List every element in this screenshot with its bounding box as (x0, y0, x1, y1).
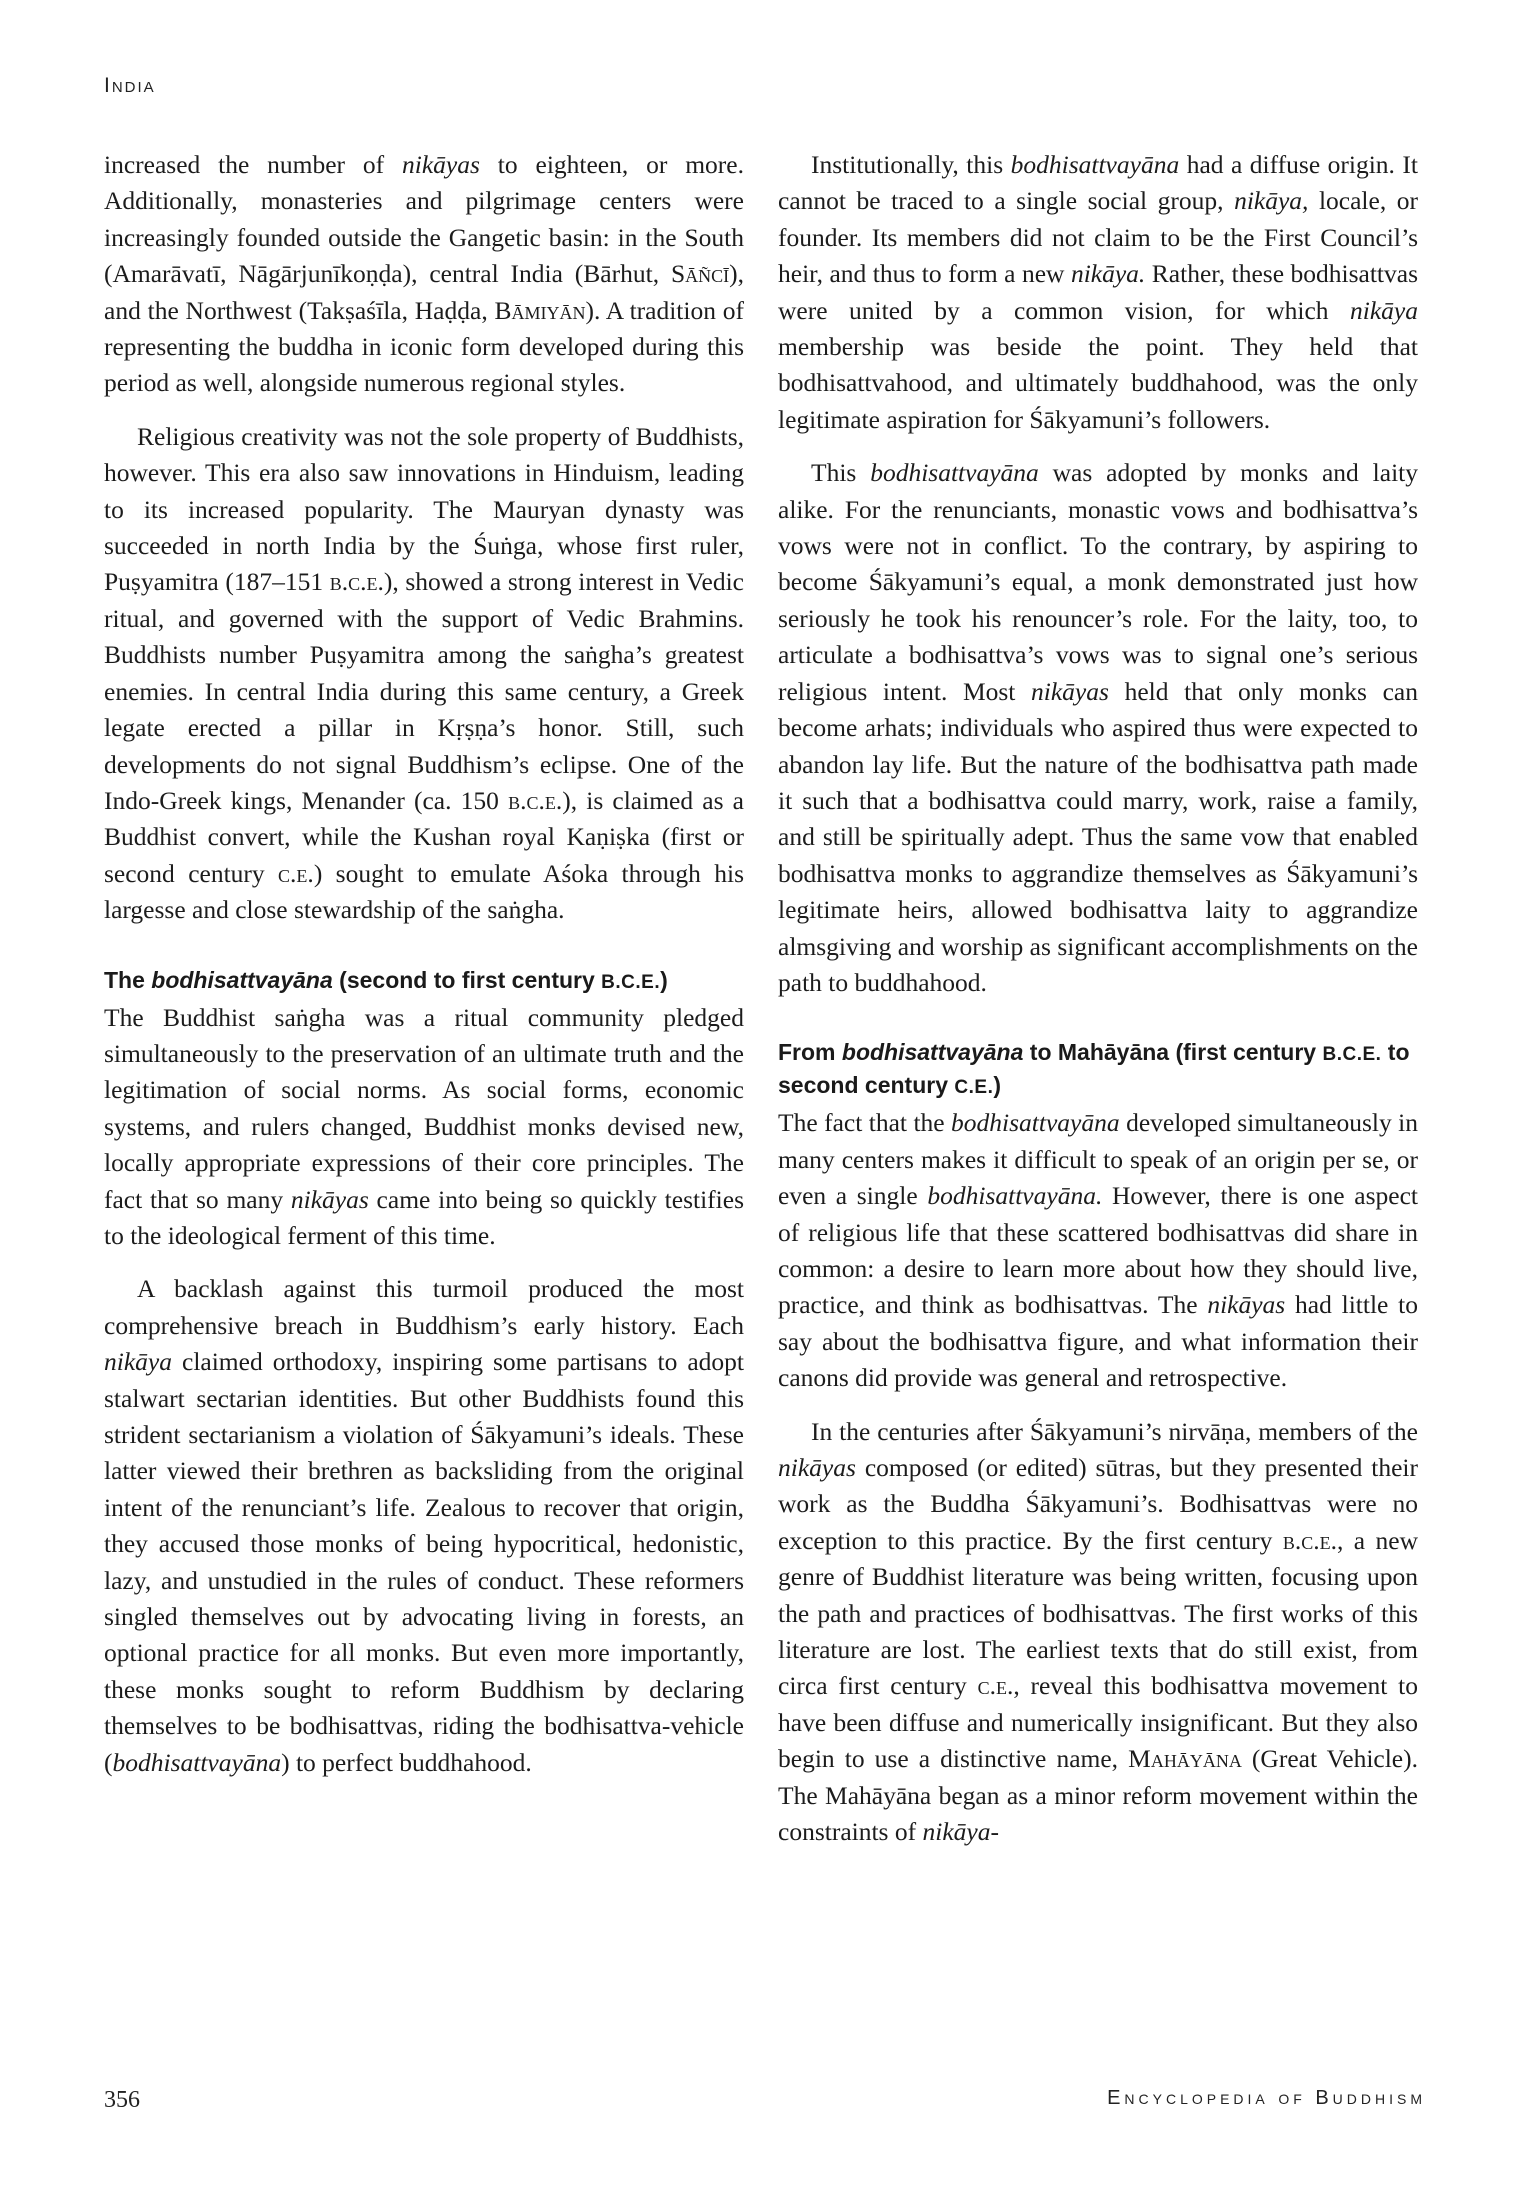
paragraph: A backlash against this turmoil produced the most comprehensive breach in Buddhism’s early history. Each nikāya claimed orthodoxy, inspiring some partisans to adopt stalwart sectarian identities. But other Buddhists found this strident sectarianism a violation of Śākyamuni’s ideals. These latter viewed their brethren as backsliding from the original intent of the renunciant’s life. Zealous to recover that origin, they accused those monks of being hypocritical, hedonistic, lazy, and unstudied in the rules of conduct. These reformers singled themselves out by advocating living in forests, an optional practice for all monks. But even more importantly, these monks sought to reform Buddhism by declaring themselves to be bodhisattvas, riding the bodhisattva-vehicle (bodhisattvayāna) to perfect buddhahood. (104, 1274, 744, 1777)
section-heading: The bodhisattvayāna (second to first century B.C.E.) (104, 966, 668, 993)
right-column (778, 147, 1418, 1850)
left-column (104, 147, 744, 1781)
paragraph: The Buddhist saṅgha was a ritual community pledged simultaneously to the preservation of an ultimate truth and the legitimation of social norms. As social forms, economic systems, and rulers changed, Buddhist monks devised new, locally appropriate expressions of their core principles. The fact that so many nikāyas came into being so quickly testifies to the ideological ferment of this time. (104, 1002, 744, 1250)
book-title: Encyclopedia of Buddhism (1107, 2087, 1426, 2109)
paragraph: Religious creativity was not the sole property of Buddhists, however. This era also saw innovations in Hinduism, leading to its increased popularity. The Mauryan dynasty was succeeded in north India by the Śuṅga, whose first ruler, Puṣyamitra (187–151 b.c.e.), showed a strong interest in Vedic ritual, and governed with the support of Vedic Brahmins. Buddhists number Puṣyamitra among the saṅgha’s greatest enemies. In central India during this same century, a Greek legate erected a pillar in Kṛṣṇa’s honor. Still, such developments do not signal Buddhism’s eclipse. One of the Indo-Greek kings, Menander (ca. 150 b.c.e.), is claimed as a Buddhist convert, while the Kushan royal Kaṇiṣka (first or second century c.e.) sought to emulate Aśoka through his largesse and close stewardship of the saṅgha. (104, 421, 744, 925)
page-number: 356 (104, 2087, 140, 2113)
section-heading: From bodhisattvayāna to Mahāyāna (first century B.C.E. to second century C.E.) (778, 1039, 1410, 1099)
paragraph: increased the number of nikāyas to eighteen, or more. Additionally, monasteries and pilgrimage centers were increasingly founded outside the Gangetic basin: in the South (Amarāvatī, Nāgārjunīkoṇḍa), central India (Bārhut, Sāñcī), and the Northwest (Takṣaśīla, Haḍḍa, Bāmiyān). A tradition of representing the buddha in iconic form developed during this period as well, alongside numerous regional styles. (104, 150, 745, 398)
running-head: India (104, 74, 156, 97)
paragraph: This bodhisattvayāna was adopted by monks and laity alike. For the renunciants, monastic vows and bodhisattva’s vows were not in conflict. To the contrary, by aspiring to become Śākyamuni’s equal, a monk demonstrated just how seriously he took his renouncer’s role. For the laity, too, to articulate a bodhisattva’s vows was to signal one’s serious religious intent. Most nikāyas held that only monks can become arhats; individuals who aspired thus were expected to abandon lay life. But the nature of the bodhisattva path made it such that a bodhisattva could marry, work, raise a family, and still be spiritually adept. Thus the same vow that enabled bodhisattva monks to aggrandize themselves as Śākyamuni’s legitimate heirs, allowed bodhisattva laity to aggrandize almsgiving and worship as significant accomplishments on the path to buddhahood. (778, 458, 1418, 997)
paragraph: Institutionally, this bodhisattvayāna had a diffuse origin. It cannot be traced to a single social group, nikāya, locale, or founder. Its members did not claim to be the First Council’s heir, and thus to form a new nikāya. Rather, these bodhisattvas were united by a common vision, for which nikāya membership was beside the point. They held that bodhisattvahood, and ultimately buddhahood, was the only legitimate aspiration for Śākyamuni’s followers. (778, 150, 1418, 434)
paragraph: The fact that the bodhisattvayāna developed simultaneously in many centers makes it difficult to speak of an origin per se, or even a single bodhisattvayāna. However, there is one aspect of religious life that these scattered bodhisattvas did share in common: a desire to learn more about how they should live, practice, and think as bodhisattvas. The nikāyas had little to say about the bodhisattva figure, and what information their canons did provide was general and retrospective. (778, 1108, 1419, 1393)
paragraph: In the centuries after Śākyamuni’s nirvāṇa, members of the nikāyas composed (or edited) sūtras, but they presented their work as the Buddha Śākyamuni’s. Bodhisattvas were no exception to this practice. By the first century b.c.e., a new genre of Buddhist literature was being written, focusing upon the path and practices of bodhisattvas. The first works of this literature are lost. The earliest texts that do still exist, from circa first century c.e., reveal this bodhisattva movement to have been diffuse and numerically insignificant. But they also begin to use a distinctive name, Mahāyāna (Great Vehicle). The Mahāyāna began as a minor reform movement within the constraints of nikāya- (778, 1416, 1419, 1847)
